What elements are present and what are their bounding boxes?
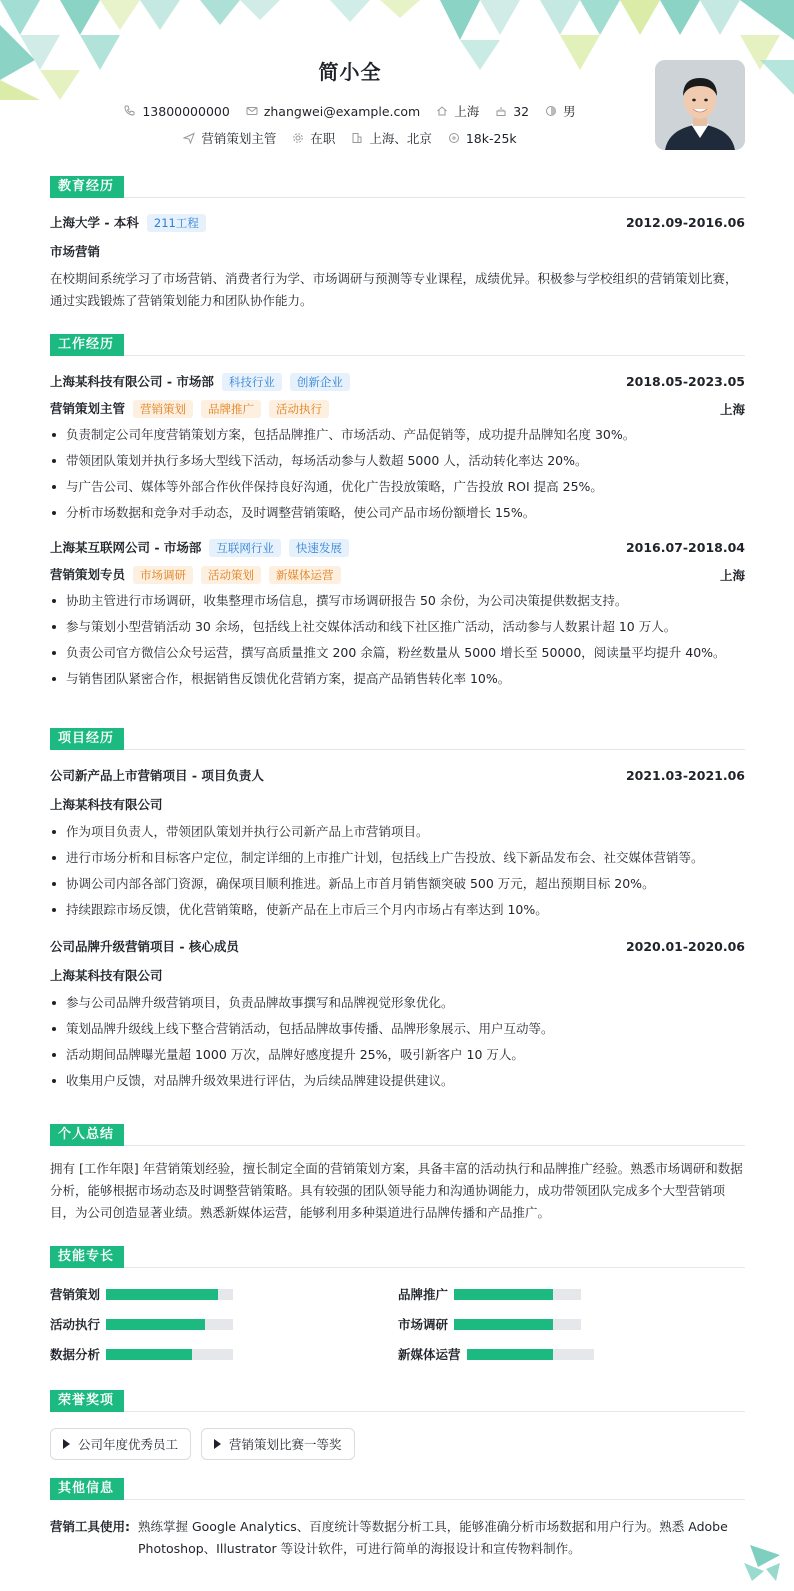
summary-text: 拥有 [工作年限] 年营销策划经验，擅长制定全面的营销策划方案，具备丰富的活动执行和品牌推广经验。熟悉市场调研和数据分析，能够根据市场动态及时调整营销策略。具有较强的团队领导能力和沟通协调能力，成功带领团队完成多个大型营销项目，为公司创造显著业绩。熟悉新媒体运营，能够利用多种渠道进行品牌传播和产品推广。 xyxy=(50,1161,743,1220)
status-item xyxy=(292,129,335,147)
award-text: 营销策划比赛一等奖 xyxy=(229,1437,342,1452)
candidate-name: 简小全 xyxy=(318,60,382,84)
gender-icon xyxy=(545,105,557,117)
project-bullets xyxy=(50,990,745,1094)
education-description: 在校期间系统学习了市场营销、消费者行为学、市场调研与预测等专业课程，成绩优异。积极参与学校组织的营销策划比赛，通过实践锻炼了营销策划能力和团队协作能力。 xyxy=(50,271,738,308)
section-label: 工作经历 xyxy=(50,334,124,356)
skill-item xyxy=(50,1284,398,1304)
list-item: 进行市场分析和目标客户定位，制定详细的上市推广计划，包括线上广告投放、线下新品发布会、社交媒体营销等。 xyxy=(50,845,745,871)
decorative-corner-triangles xyxy=(744,1545,780,1581)
age-item xyxy=(495,102,529,120)
project-header-row xyxy=(50,766,745,784)
resume-header xyxy=(0,0,794,170)
job-bullets xyxy=(50,588,745,692)
list-item: 负责制定公司年度营销策划方案，包括品牌推广、市场活动、产品促销等，成功提升品牌知名度 30%。 xyxy=(50,422,745,448)
skill-item xyxy=(398,1344,746,1364)
city-item xyxy=(436,102,479,120)
project-period: 2020.01-2020.06 xyxy=(625,938,745,954)
skill-bar-fill xyxy=(106,1349,192,1360)
skill-item xyxy=(50,1314,398,1334)
list-item: 策划品牌升级线上线下整合营销活动，包括品牌故事传播、品牌形象展示、用户互动等。 xyxy=(50,1016,745,1042)
company-tag: 科技行业 xyxy=(222,373,282,391)
projects-title xyxy=(50,728,745,750)
project-company: 上海某科技有限公司 xyxy=(50,968,163,983)
list-item: 参与公司品牌升级营销项目，负责品牌故事撰写和品牌视觉形象优化。 xyxy=(50,990,745,1016)
awards-list xyxy=(50,1428,745,1460)
job-company-row xyxy=(50,372,745,391)
other-text: 熟练掌握 Google Analytics、百度统计等数据分析工具，能够准确分析市场数据和用户行为。熟悉 Adobe Photoshop、Illustrator 等设计软件，可进行简单的海报设计和宣传物料制作。 xyxy=(138,1519,728,1556)
email-text: zhangwei@example.com xyxy=(263,103,421,119)
skill-bar xyxy=(106,1319,233,1330)
target-city-text: 上海、北京 xyxy=(369,131,432,146)
skills-title xyxy=(50,1246,745,1268)
project-name: 公司品牌升级营销项目 - 核心成员 xyxy=(50,939,239,954)
award-text: 公司年度优秀员工 xyxy=(78,1437,179,1452)
education-header-row xyxy=(50,213,745,232)
avatar-photo xyxy=(655,60,745,150)
other-section xyxy=(50,1478,745,1560)
section-label: 荣誉奖项 xyxy=(50,1390,124,1412)
job-company-line xyxy=(50,372,350,391)
summary-title xyxy=(50,1124,745,1146)
avatar xyxy=(655,60,745,150)
status-text: 在职 xyxy=(310,131,336,146)
school-tag: 211工程 xyxy=(147,214,206,232)
award-item xyxy=(201,1428,355,1460)
list-item: 负责公司官方微信公众号运营，撰写高质量推文 200 余篇，粉丝数量从 5000 增长至 50000，阅读量平均提升 40%。 xyxy=(50,640,745,666)
projects-section xyxy=(50,728,745,1094)
position-tag: 品牌推广 xyxy=(201,400,261,418)
project-period: 2021.03-2021.06 xyxy=(625,767,745,783)
job-info-row xyxy=(0,129,700,147)
job-position-row xyxy=(50,399,745,418)
skill-bar-fill xyxy=(106,1289,218,1300)
job-location: 上海 xyxy=(719,567,745,583)
other-title xyxy=(50,1478,745,1500)
list-item: 带领团队策划并执行多场大型线下活动，每场活动参与人数超 5000 人，活动转化率达 20%。 xyxy=(50,448,745,474)
skill-bar-fill xyxy=(467,1349,553,1360)
skill-item xyxy=(398,1284,746,1304)
section-label: 个人总结 xyxy=(50,1124,124,1146)
section-label: 教育经历 xyxy=(50,176,124,198)
project-entry xyxy=(50,937,745,1094)
target-position-item xyxy=(183,129,276,147)
project-header-row xyxy=(50,937,745,955)
list-item: 活动期间品牌曝光量超 1000 万次，品牌好感度提升 25%，吸引新客户 10 万人。 xyxy=(50,1042,745,1068)
gender-text: 男 xyxy=(563,104,576,119)
job-company-line xyxy=(50,538,349,557)
position-tag: 活动策划 xyxy=(201,566,261,584)
company-tag: 快速发展 xyxy=(289,539,349,557)
awards-section xyxy=(50,1390,745,1460)
other-row xyxy=(50,1516,745,1560)
list-item: 协助主管进行市场调研，收集整理市场信息，撰写市场调研报告 50 余份，为公司决策提供数据支持。 xyxy=(50,588,745,614)
skill-name: 市场调研 xyxy=(398,1317,449,1332)
job-position: 营销策划主管 xyxy=(50,401,126,416)
phone-icon xyxy=(124,105,136,117)
job-entry xyxy=(50,372,745,526)
skill-bar xyxy=(106,1289,233,1300)
job-position-row xyxy=(50,565,745,584)
list-item: 与广告公司、媒体等外部合作伙伴保持良好沟通，优化广告投放策略，广告投放 ROI 提高 25%。 xyxy=(50,474,745,500)
age-text: 32 xyxy=(513,103,530,119)
skill-bar xyxy=(106,1349,233,1360)
skill-bar-fill xyxy=(454,1289,553,1300)
cake-icon xyxy=(495,105,507,117)
skills-grid xyxy=(50,1284,745,1364)
project-company: 上海某科技有限公司 xyxy=(50,797,163,812)
skill-bar xyxy=(467,1349,594,1360)
section-label: 项目经历 xyxy=(50,728,124,750)
email-item xyxy=(246,102,420,120)
skill-name: 营销策划 xyxy=(50,1287,101,1302)
position-tag: 活动执行 xyxy=(269,400,329,418)
salary-icon xyxy=(448,132,460,144)
section-label: 其他信息 xyxy=(50,1478,124,1500)
phone-item xyxy=(124,102,229,120)
school-name: 上海大学 - 本科 xyxy=(50,215,139,230)
job-position: 营销策划专员 xyxy=(50,567,126,582)
gender-item xyxy=(545,102,576,120)
triangle-right-icon xyxy=(214,1439,221,1449)
salary-text: 18k-25k xyxy=(465,130,517,146)
job-bullets xyxy=(50,422,745,526)
skill-bar xyxy=(454,1289,581,1300)
mail-icon xyxy=(246,105,258,117)
education-major: 市场营销 xyxy=(50,244,101,259)
list-item: 协调公司内部各部门资源，确保项目顺利推进。新品上市首月销售额突破 500 万元，超出预期目标 20%。 xyxy=(50,871,745,897)
list-item: 作为项目负责人，带领团队策划并执行公司新产品上市营销项目。 xyxy=(50,819,745,845)
education-period: 2012.09-2016.06 xyxy=(625,215,745,230)
other-label: 营销工具使用: xyxy=(50,1519,130,1534)
target-city-item xyxy=(351,129,432,147)
award-item xyxy=(50,1428,191,1460)
project-bullets xyxy=(50,819,745,923)
job-period: 2016.07-2018.04 xyxy=(625,540,745,555)
awards-title xyxy=(50,1390,745,1412)
company-tag: 互联网行业 xyxy=(209,539,281,557)
work-section xyxy=(50,334,745,692)
job-position-line xyxy=(50,565,341,584)
position-tag: 市场调研 xyxy=(133,566,193,584)
skill-name: 数据分析 xyxy=(50,1347,101,1362)
job-position-line xyxy=(50,399,329,418)
company-tag: 创新企业 xyxy=(290,373,350,391)
job-company: 上海某科技有限公司 - 市场部 xyxy=(50,374,214,389)
list-item: 分析市场数据和竞争对手动态，及时调整营销策略，使公司产品市场份额增长 15%。 xyxy=(50,500,745,526)
position-tag: 营销策划 xyxy=(133,400,193,418)
list-item: 参与策划小型营销活动 30 余场，包括线上社交媒体活动和线下社区推广活动，活动参与人数累计超 10 万人。 xyxy=(50,614,745,640)
skill-item xyxy=(398,1314,746,1334)
skill-bar-fill xyxy=(454,1319,553,1330)
skill-name: 新媒体运营 xyxy=(398,1347,461,1362)
list-item: 收集用户反馈，对品牌升级效果进行评估，为后续品牌建设提供建议。 xyxy=(50,1068,745,1094)
job-location: 上海 xyxy=(719,401,745,417)
skill-name: 品牌推广 xyxy=(398,1287,449,1302)
building-icon xyxy=(351,132,363,144)
project-entry xyxy=(50,766,745,923)
contact-row xyxy=(0,102,700,120)
gear-icon xyxy=(292,132,304,144)
list-item: 与销售团队紧密合作，根据销售反馈优化营销方案，提高产品销售转化率 10%。 xyxy=(50,666,745,692)
home-icon xyxy=(436,105,448,117)
phone-text: 13800000000 xyxy=(142,103,230,119)
target-position-text: 营销策划主管 xyxy=(201,131,277,146)
job-period: 2018.05-2023.05 xyxy=(625,374,745,389)
list-item: 持续跟踪市场反馈，优化营销策略，使新产品在上市后三个月内市场占有率达到 10%。 xyxy=(50,897,745,923)
section-label: 技能专长 xyxy=(50,1246,124,1268)
position-tag: 新媒体运营 xyxy=(269,566,341,584)
skill-bar xyxy=(454,1319,581,1330)
project-name: 公司新产品上市营销项目 - 项目负责人 xyxy=(50,768,264,783)
skill-name: 活动执行 xyxy=(50,1317,101,1332)
skill-item xyxy=(50,1344,398,1364)
triangle-right-icon xyxy=(63,1439,70,1449)
job-company: 上海某互联网公司 - 市场部 xyxy=(50,540,202,555)
salary-item xyxy=(448,129,517,147)
school-line xyxy=(50,213,206,232)
job-company-row xyxy=(50,538,745,557)
skill-bar-fill xyxy=(106,1319,205,1330)
city-text: 上海 xyxy=(454,104,480,119)
job-entry xyxy=(50,538,745,692)
work-title xyxy=(50,334,745,356)
education-section xyxy=(50,176,745,312)
summary-section xyxy=(50,1124,745,1224)
skills-section xyxy=(50,1246,745,1364)
education-title xyxy=(50,176,745,198)
send-icon xyxy=(183,132,195,144)
